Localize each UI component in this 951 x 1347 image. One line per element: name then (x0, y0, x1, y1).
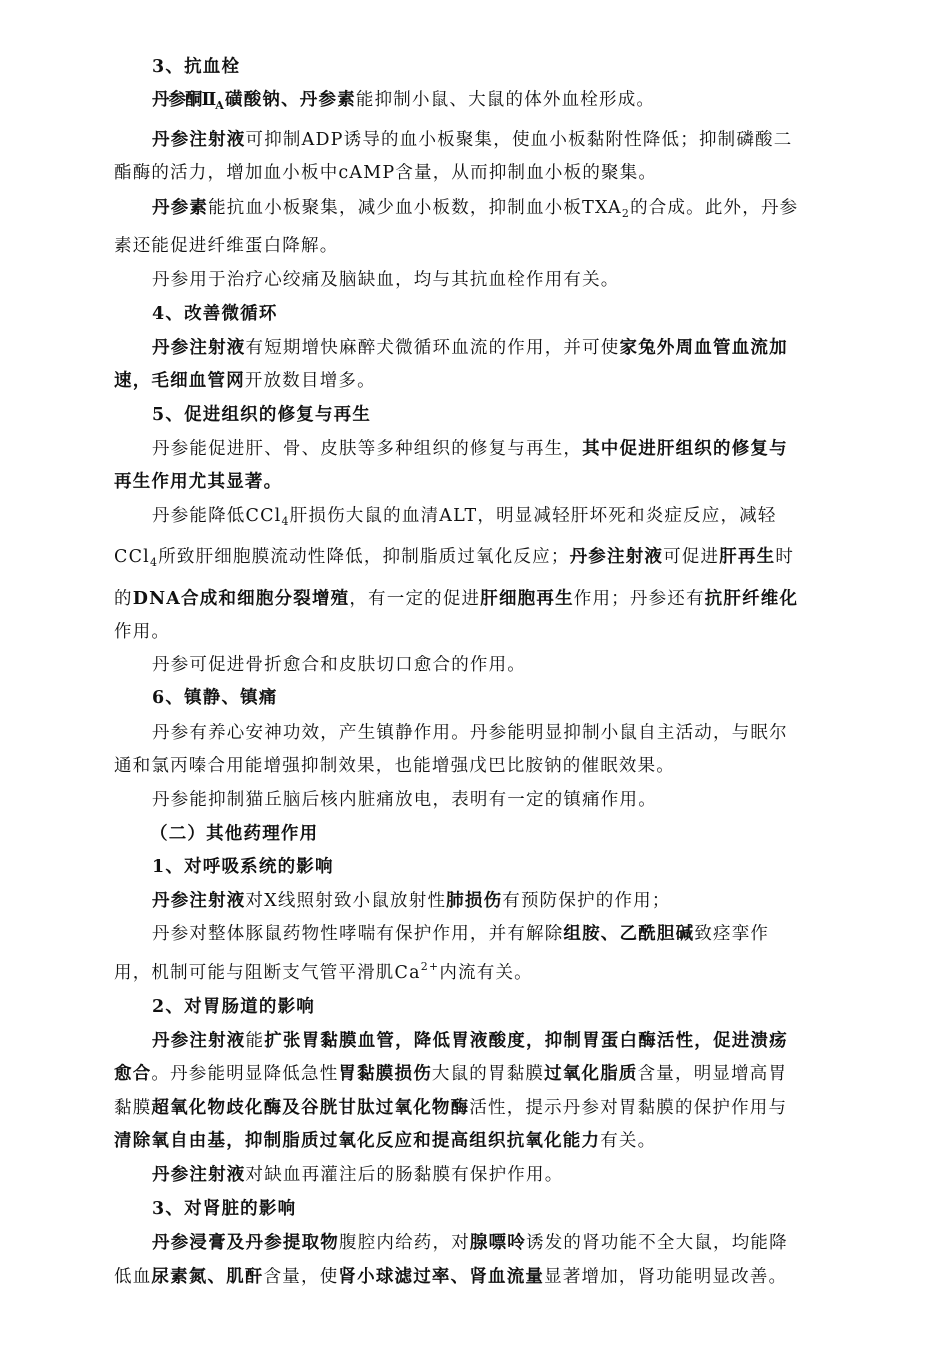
section-heading: 5、促进组织的修复与再生 (152, 405, 372, 425)
part-heading: （二）其他药理作用 (150, 824, 319, 844)
paragraph-line: 丹参注射液对X线照射致小鼠放射性肺损伤有预防保护的作用； (152, 891, 671, 911)
paragraph-line: 酯酶的活力，增加血小板中cAMP含量，从而抑制血小板的聚集。 (114, 163, 658, 183)
paragraph-line: 丹参注射液对缺血再灌注后的肠黏膜有保护作用。 (152, 1165, 564, 1185)
paragraph-line: 清除氧自由基，抑制脂质过氧化反应和提高组织抗氧化能力有关。 (114, 1131, 657, 1151)
paragraph-line: 丹参酮$Ⅱ_A$磺酸钠、丹参素能抑制小鼠、大鼠的体外血栓形成。 (152, 90, 656, 112)
paragraph-line: 用，机制可能与阻断支气管平滑肌$Ca^{2+}$内流有关。 (114, 960, 533, 983)
paragraph-line: 丹参能促进肝、骨、皮肤等多种组织的修复与再生，其中促进肝组织的修复与 (152, 439, 788, 459)
paragraph-line: 丹参有养心安神功效，产生镇静作用。丹参能明显抑制小鼠自主活动，与眠尔 (152, 723, 788, 743)
paragraph-line: 丹参能抑制猫丘脑后核内脏痛放电，表明有一定的镇痛作用。 (152, 790, 657, 810)
section-heading: 2、对胃肠道的影响 (152, 997, 315, 1017)
section-heading: 3、抗血栓 (152, 57, 241, 77)
section-heading: 6、镇静、镇痛 (152, 688, 278, 708)
section-heading: 1、对呼吸系统的影响 (152, 857, 334, 877)
paragraph-line: 丹参对整体豚鼠药物性哮喘有保护作用，并有解除组胺、乙酰胆碱致痉挛作 (152, 924, 770, 944)
paragraph-line: 速，毛细血管网开放数目增多。 (114, 371, 376, 391)
paragraph-line: 丹参注射液可抑制ADP诱导的血小板聚集，使血小板黏附性降低；抑制磷酸二 (152, 130, 793, 150)
paragraph-line: 的DNA合成和细胞分裂增殖，有一定的促进肝细胞再生作用；丹参还有抗肝纤维化 (114, 589, 799, 609)
paragraph-line: 丹参注射液有短期增快麻醉犬微循环血流的作用，并可使家兔外周血管血流加 (152, 338, 788, 358)
section-heading: 3、对肾脏的影响 (152, 1199, 297, 1219)
paragraph-line: 丹参可促进骨折愈合和皮肤切口愈合的作用。 (152, 655, 526, 675)
paragraph-line: 丹参注射液能扩张胃黏膜血管，降低胃液酸度，抑制胃蛋白酶活性，促进溃疡 (152, 1031, 788, 1051)
paragraph-line: 黏膜超氧化物歧化酶及谷胱甘肽过氧化物酶活性，提示丹参对胃黏膜的保护作用与 (114, 1098, 788, 1118)
paragraph-line: CCl$_4$所致肝细胞膜流动性降低，抑制脂质过氧化反应；丹参注射液可促进肝再生时 (114, 547, 795, 569)
paragraph-line: 愈合。丹参能明显降低急性胃黏膜损伤大鼠的胃黏膜过氧化脂质含量，明显增高胃 (114, 1064, 788, 1084)
paragraph-line: 丹参素能抗血小板聚集，减少血小板数，抑制血小板$TXA_2$的合成。此外，丹参 (152, 198, 799, 220)
paragraph-line: 丹参浸膏及丹参提取物腹腔内给药，对腺嘌呤诱发的肾功能不全大鼠，均能降 (152, 1233, 788, 1253)
paragraph-line: 素还能促进纤维蛋白降解。 (114, 236, 339, 256)
paragraph-line: 低血尿素氮、肌酐含量，使肾小球滤过率、肾血流量显著增加，肾功能明显改善。 (114, 1267, 788, 1287)
paragraph-line: 作用。 (114, 622, 171, 642)
paragraph-line: 通和氯丙嗪合用能增强抑制效果，也能增强戊巴比胺钠的催眠效果。 (114, 756, 675, 776)
paragraph-line: 丹参用于治疗心绞痛及脑缺血，均与其抗血栓作用有关。 (152, 270, 620, 290)
paragraph-line: 再生作用尤其显著。 (114, 472, 283, 492)
paragraph-line: 丹参能降低CCl$_4$肝损伤大鼠的血清ALT，明显减轻肝坏死和炎症反应，减轻 (152, 506, 777, 528)
section-heading: 4、改善微循环 (152, 304, 278, 324)
